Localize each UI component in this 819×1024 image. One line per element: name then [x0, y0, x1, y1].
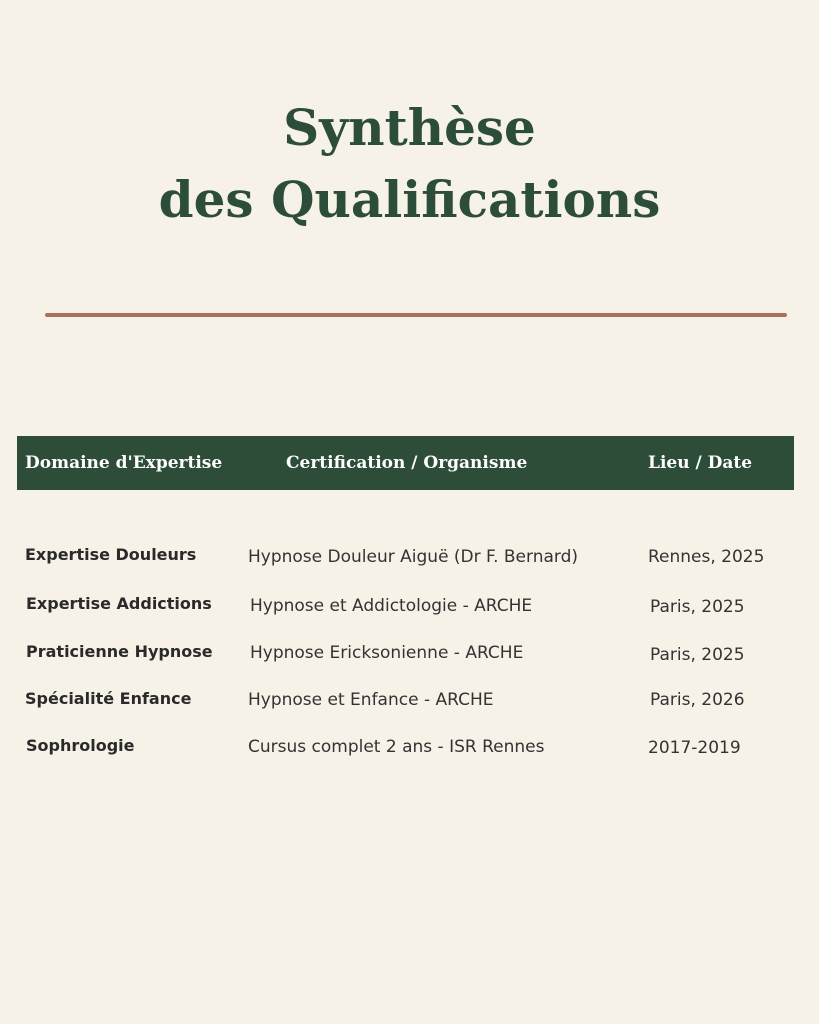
- row-place-date: Paris, 2026: [650, 690, 745, 710]
- row-certification: Hypnose et Enfance - ARCHE: [248, 690, 494, 710]
- title-divider: [45, 313, 787, 317]
- table-row: [0, 589, 819, 619]
- table-row: [0, 684, 819, 714]
- table-row: [0, 731, 819, 761]
- header-domain: Domaine d'Expertise: [25, 453, 223, 473]
- row-certification: Hypnose Douleur Aiguë (Dr F. Bernard): [248, 547, 579, 567]
- table-header: [17, 436, 794, 490]
- page-title-line-1: Synthèse: [283, 98, 536, 157]
- row-domain: Spécialité Enfance: [25, 689, 192, 708]
- row-certification: Hypnose Ericksonienne - ARCHE: [250, 643, 524, 663]
- row-domain: Sophrologie: [26, 736, 135, 755]
- row-place-date: 2017-2019: [648, 738, 741, 758]
- page-title-line-2: des Qualifications: [158, 170, 661, 229]
- row-domain: Praticienne Hypnose: [26, 642, 213, 661]
- table-row: [0, 540, 819, 570]
- row-domain: Expertise Douleurs: [25, 545, 197, 564]
- table-row: [0, 637, 819, 667]
- row-place-date: Rennes, 2025: [648, 547, 765, 567]
- row-certification: Hypnose et Addictologie - ARCHE: [250, 596, 533, 616]
- header-place-date: Lieu / Date: [648, 453, 753, 473]
- row-place-date: Paris, 2025: [650, 597, 745, 617]
- header-certification: Certification / Organisme: [286, 453, 528, 473]
- row-certification: Cursus complet 2 ans - ISR Rennes: [248, 737, 545, 757]
- row-domain: Expertise Addictions: [26, 594, 212, 613]
- row-place-date: Paris, 2025: [650, 645, 745, 665]
